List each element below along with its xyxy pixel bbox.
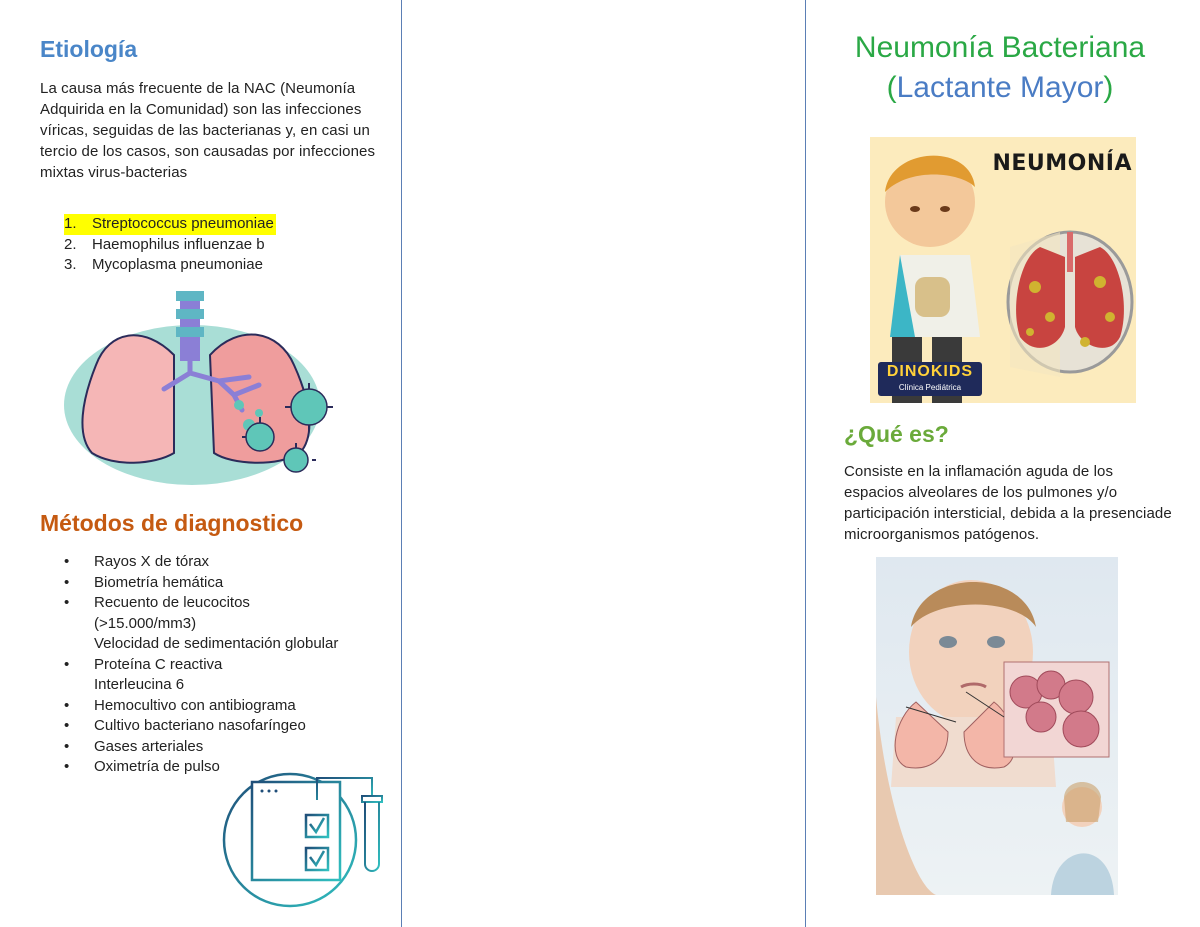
poster-label: NEUMONÍA xyxy=(992,151,1132,176)
pathogen-list xyxy=(64,214,364,276)
dinokids-brand: DINOKIDS xyxy=(886,363,974,380)
diagnostic-method-item: • Biometría hemática xyxy=(64,573,384,594)
bullet-icon: • xyxy=(64,553,70,570)
lungs-virus-illustration xyxy=(64,285,364,490)
right-panel xyxy=(820,0,1190,927)
column-divider-right xyxy=(805,0,806,927)
bullet-icon: • xyxy=(64,573,70,591)
bullet-icon: • xyxy=(64,717,70,734)
metodos-heading: Métodos de diagnostico xyxy=(40,510,304,536)
diagnostic-method-item: • Gases arteriales xyxy=(64,737,384,758)
bullet-icon: • xyxy=(64,594,70,611)
brochure-title xyxy=(820,28,1180,108)
diagnostic-method-item: • Rayos X de tórax xyxy=(64,552,384,573)
diagnostic-method-item: • Oximetría de pulso xyxy=(64,757,384,778)
bullet-icon: • xyxy=(64,696,70,714)
diagnostic-method-item: • Recuento de leucocitos (>15.000/mm3) Velocidad de sedimentación globular xyxy=(64,594,339,652)
dinokids-logo xyxy=(878,362,982,396)
pathogen-item: 3. Mycoplasma pneumoniae xyxy=(64,256,263,273)
diagnostic-methods-list xyxy=(64,552,384,778)
pathogen-item: 1. Streptococcus pneumoniae xyxy=(64,214,276,235)
pathogen-item: 2. Haemophilus influenzae b xyxy=(64,235,265,253)
child-pneumonia-illustration xyxy=(876,557,1118,895)
neumonia-poster-image xyxy=(870,137,1136,403)
bullet-icon: • xyxy=(64,758,70,775)
left-panel xyxy=(40,0,385,927)
diagnostic-method-item: • Hemocultivo con antibiograma xyxy=(64,696,384,717)
diagnostic-method-item: • Cultivo bacteriano nasofaríngeo xyxy=(64,716,384,737)
etiologia-paragraph: La causa más frecuente de la NAC (Neumonía Adquirida en la Comunidad) son las infecciones víricas, seguidas de las bacterianas y, en casi un tercio de los casos, son causadas por infecciones mixtas virus-bacterias xyxy=(40,80,376,181)
diagnostic-method-item: • Proteína C reactiva Interleucina 6 xyxy=(64,655,223,693)
bullet-icon: • xyxy=(64,655,70,673)
title-line-2: (Lactante Mayor) xyxy=(886,71,1114,104)
etiologia-heading: Etiología xyxy=(40,36,138,62)
column-divider-left xyxy=(401,0,402,927)
lab-checklist-icon xyxy=(222,760,397,910)
bullet-icon: • xyxy=(64,737,70,755)
title-line-1: Neumonía Bacteriana xyxy=(854,31,1146,64)
que-es-heading: ¿Qué es? xyxy=(844,421,949,447)
dinokids-sub: Clínica Pediátrica xyxy=(898,383,962,392)
que-es-paragraph: Consiste en la inflamación aguda de los espacios alveolares de los pulmones y/o participación intersticial, debida a la presenciade microorganismos patógenos. xyxy=(844,463,1172,543)
